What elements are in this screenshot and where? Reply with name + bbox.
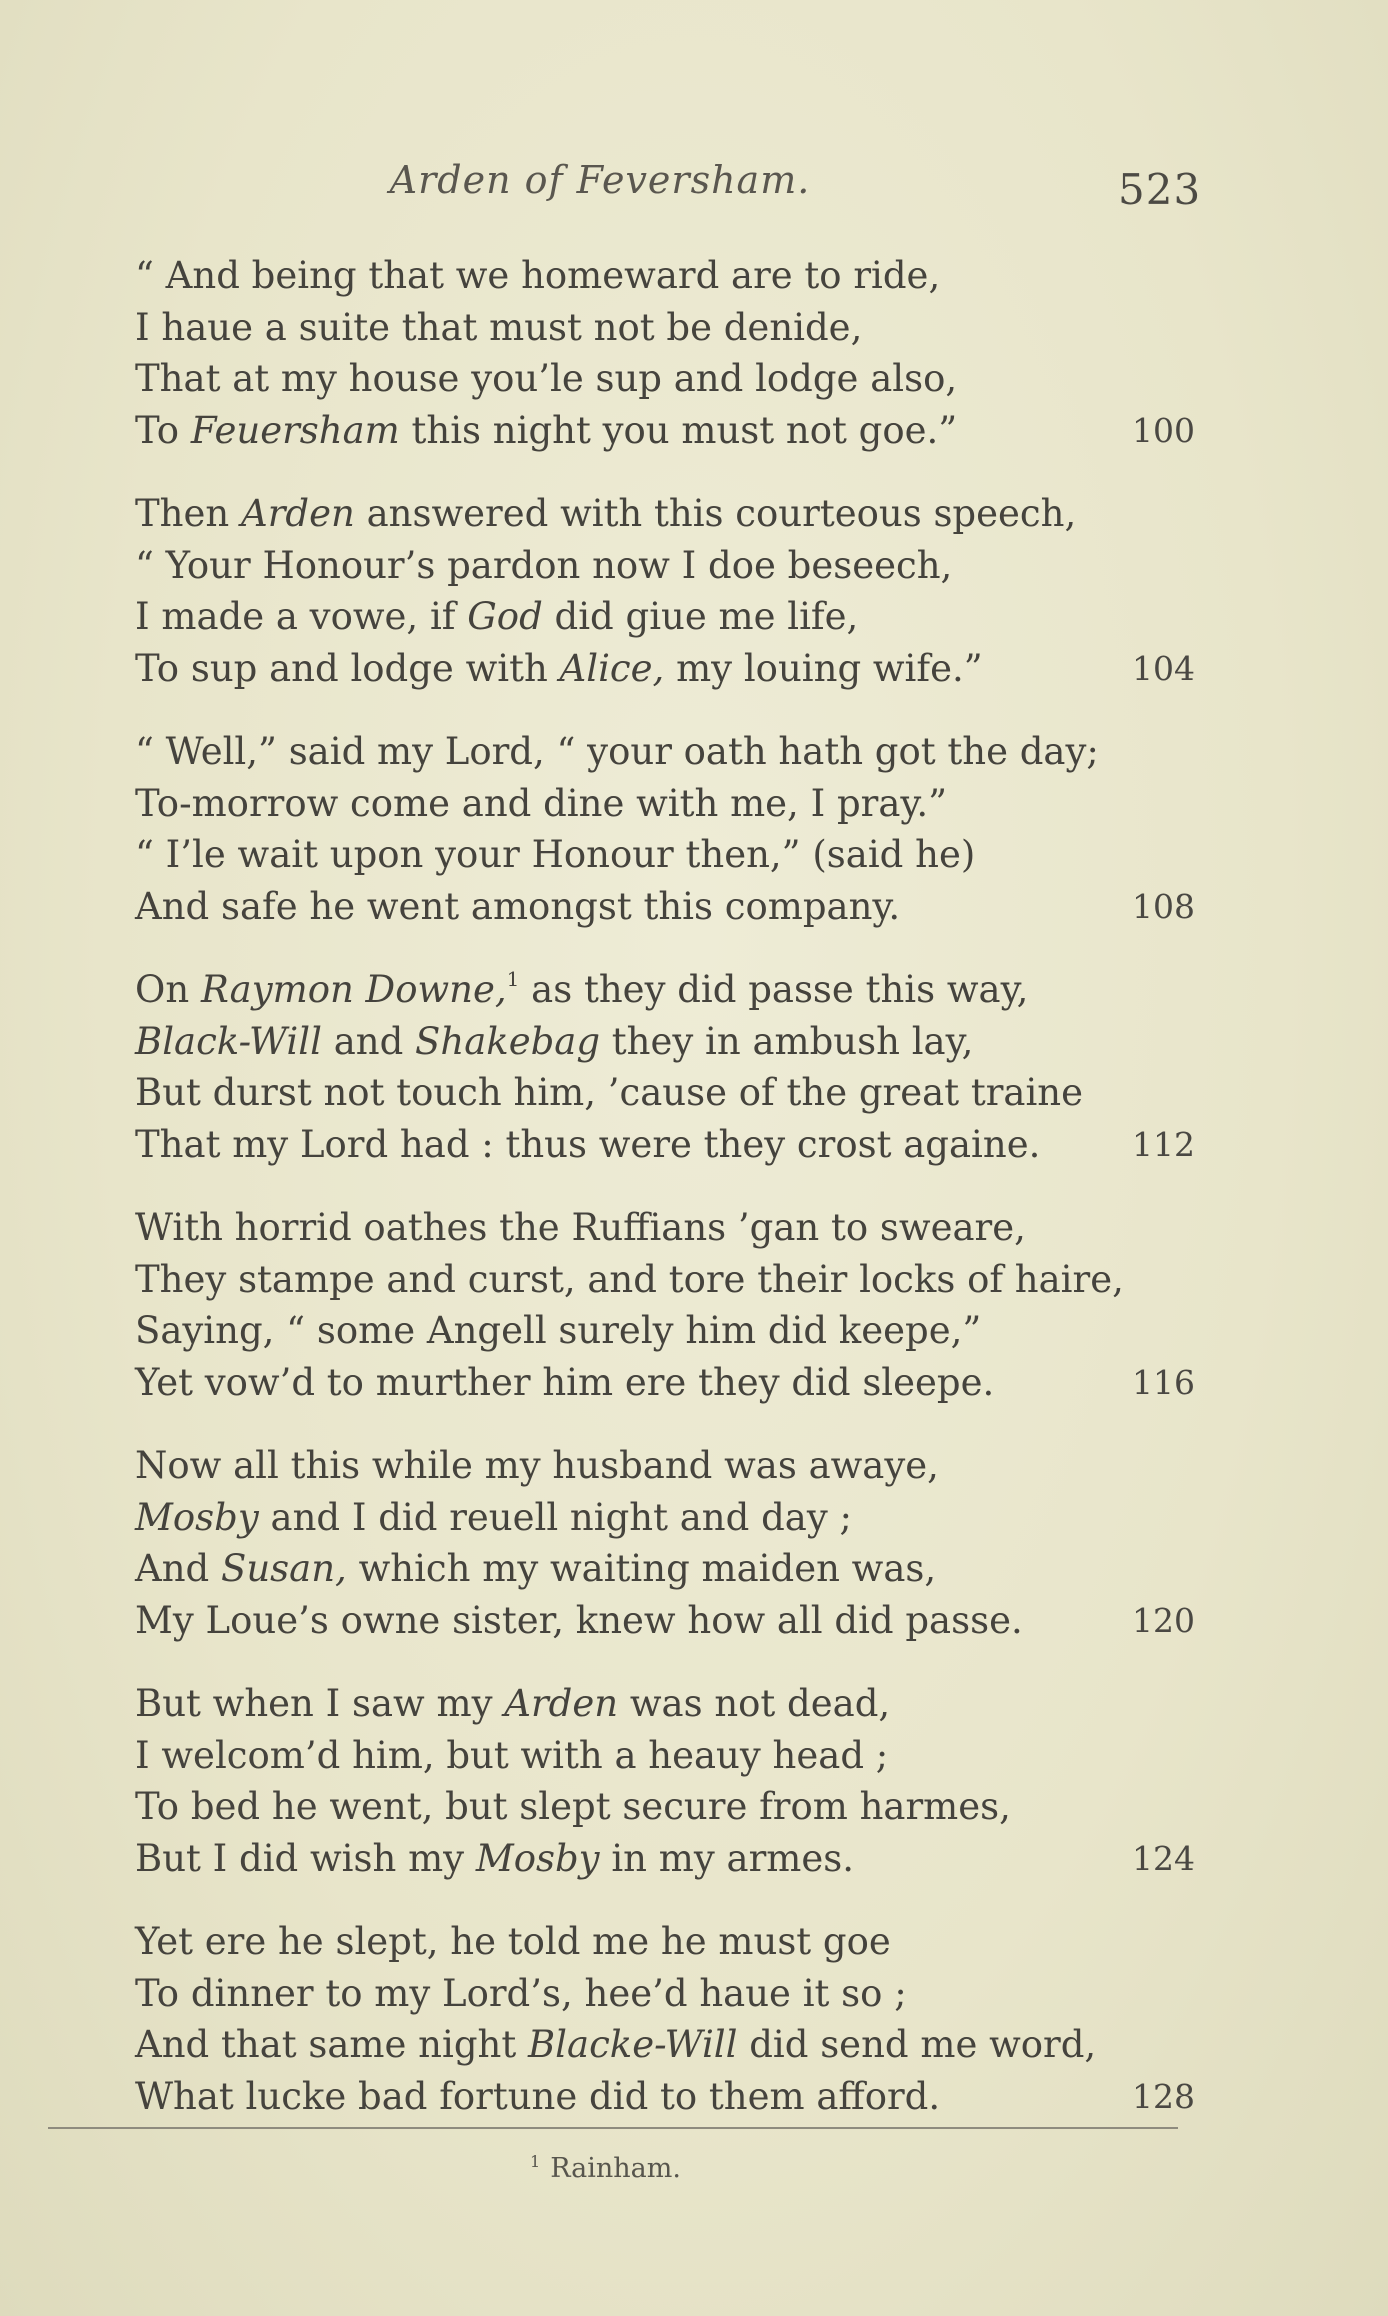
verse-text: my louing wife.” <box>664 646 983 690</box>
verse-text: answered with this courteous speech, <box>354 492 1077 535</box>
verse-text: they in ambush lay, <box>600 1019 974 1063</box>
verse-text: My Loue’s owne sister, knew how all did passe. <box>135 1598 1023 1642</box>
verse-text: To sup and lodge with <box>135 646 560 690</box>
verse-text: To dinner to my Lord’s, hee’d haue it so ; <box>135 1971 907 2015</box>
verse-text: Now all this while my husband was awaye, <box>135 1444 939 1487</box>
verse-line <box>135 1730 1195 1782</box>
verse-text: “ I’le wait upon your Honour then,” (said he) <box>135 833 976 876</box>
verse-line <box>135 1357 1195 1409</box>
verse-line <box>135 1781 1195 1833</box>
verse-line <box>135 1016 1195 1068</box>
page-number: 523 <box>1118 165 1202 214</box>
verse-text: and I did reuell night and day ; <box>258 1495 852 1539</box>
verse-text: That my Lord had : thus were they crost againe. <box>135 1122 1041 1166</box>
stanza <box>135 250 1195 456</box>
italic-name: Mosby <box>135 1495 259 1539</box>
italic-name: Raymon Downe, <box>200 968 507 1011</box>
verse-text: Yet ere he slept, he told me he must goe <box>135 1920 891 1963</box>
verse-line <box>135 540 1195 592</box>
verse-line <box>135 964 1195 1016</box>
verse-text: which my waiting maiden was, <box>346 1547 937 1590</box>
verse-line <box>135 1595 1195 1647</box>
verse-text: “ Well,” said my Lord, “ your oath hath got the day; <box>135 730 1099 773</box>
verse-text: With horrid oathes the Ruffians ’gan to sweare, <box>135 1206 1026 1249</box>
footnote-marker: 1 <box>530 2152 541 2171</box>
line-number: 128 <box>1132 2076 1195 2116</box>
verse-line <box>135 1968 1195 2020</box>
verse-line <box>135 881 1195 933</box>
italic-name: Blacke-Will <box>527 2023 738 2066</box>
verse-text: To-morrow come and dine with me, I pray.” <box>135 781 948 825</box>
verse-text: On <box>135 968 201 1011</box>
line-number: 100 <box>1132 410 1195 450</box>
stanza <box>135 964 1195 1170</box>
italic-name: Arden <box>504 1682 619 1725</box>
verse-text: But when I saw my <box>135 1682 505 1725</box>
verse-text: To bed he went, but slept secure from harmes, <box>135 1785 1011 1828</box>
verse-line <box>135 405 1195 457</box>
line-number: 116 <box>1132 1362 1195 1402</box>
verse-line <box>135 353 1195 405</box>
verse-text: and <box>321 1019 416 1063</box>
verse-line <box>135 643 1195 695</box>
line-number: 112 <box>1132 1124 1195 1164</box>
italic-name: Shakebag <box>415 1019 601 1063</box>
verse-text: What lucke bad fortune did to them afford. <box>135 2074 941 2118</box>
verse-text: Yet vow’d to murther him ere they did sleepe. <box>135 1360 995 1404</box>
stanza <box>135 1202 1195 1408</box>
stanza <box>135 1916 1195 2122</box>
verse-line <box>135 1254 1195 1306</box>
verse-line <box>135 1202 1195 1254</box>
verse-text: I haue a suite that must not be denide, <box>135 305 863 349</box>
verse-text: did giue me life, <box>542 595 859 638</box>
line-number: 104 <box>1132 648 1195 688</box>
verse-line <box>135 250 1195 302</box>
verse-text: They stampe and curst, and tore their locks of haire, <box>135 1257 1124 1301</box>
footnote-ref: 1 <box>506 967 520 991</box>
footnote <box>530 2152 681 2184</box>
verse-line <box>135 1440 1195 1492</box>
verse-text: And safe he went amongst this company. <box>135 884 901 928</box>
verse-text: did send me word, <box>737 2023 1097 2066</box>
verse-text: in my armes. <box>599 1836 854 1880</box>
verse-line <box>135 726 1195 778</box>
line-number: 124 <box>1132 1838 1195 1878</box>
verse-text: I made a vowe, if <box>135 595 468 638</box>
line-number: 120 <box>1132 1600 1195 1640</box>
verse-line <box>135 1067 1195 1119</box>
verse-text: To <box>135 408 191 452</box>
stanza <box>135 1678 1195 1884</box>
stanza <box>135 488 1195 694</box>
verse-text: “ And being that we homeward are to ride, <box>135 254 941 297</box>
italic-name: Feuersham <box>190 408 400 452</box>
verse-text: But I did wish my <box>135 1836 476 1880</box>
verse-text: Then <box>135 492 241 535</box>
italic-name: Arden <box>241 492 355 535</box>
verse-text: Saying, “ some Angell surely him did keepe,” <box>135 1309 982 1352</box>
verse-line <box>135 302 1195 354</box>
verse-line <box>135 2019 1195 2071</box>
verse-line <box>135 591 1195 643</box>
stanza <box>135 1440 1195 1646</box>
verse-line <box>135 2071 1195 2123</box>
poem-body <box>135 250 1195 2154</box>
verse-line <box>135 1492 1195 1544</box>
verse-line <box>135 829 1195 881</box>
verse-text: And <box>135 1547 221 1590</box>
verse-line <box>135 1119 1195 1171</box>
verse-line <box>135 1678 1195 1730</box>
verse-text: was not dead, <box>618 1682 891 1725</box>
italic-name: God <box>467 595 543 638</box>
verse-line <box>135 488 1195 540</box>
footnote-text: Rainham. <box>550 2153 681 2184</box>
verse-text: And that same night <box>135 2023 528 2066</box>
stanza <box>135 726 1195 932</box>
footnote-divider <box>48 2127 1178 2129</box>
verse-text: “ Your Honour’s pardon now I doe beseech, <box>135 543 953 587</box>
italic-name: Mosby <box>475 1836 600 1880</box>
italic-name: Black-Will <box>135 1019 322 1063</box>
line-number: 108 <box>1132 886 1195 926</box>
verse-text: this night you must not goe.” <box>399 408 958 452</box>
running-title: Arden of Feversham. <box>389 158 811 202</box>
verse-text: That at my house you’le sup and lodge also, <box>135 357 958 400</box>
italic-name: Alice, <box>559 646 665 690</box>
verse-line <box>135 1833 1195 1885</box>
verse-text: I welcom’d him, but with a heauy head ; <box>135 1733 889 1777</box>
verse-text: But durst not touch him, ’cause of the great traine <box>135 1071 1083 1114</box>
verse-line <box>135 1305 1195 1357</box>
verse-text: as they did passe this way, <box>519 968 1029 1011</box>
verse-line <box>135 1916 1195 1968</box>
verse-line <box>135 778 1195 830</box>
italic-name: Susan, <box>221 1547 347 1590</box>
verse-line <box>135 1543 1195 1595</box>
